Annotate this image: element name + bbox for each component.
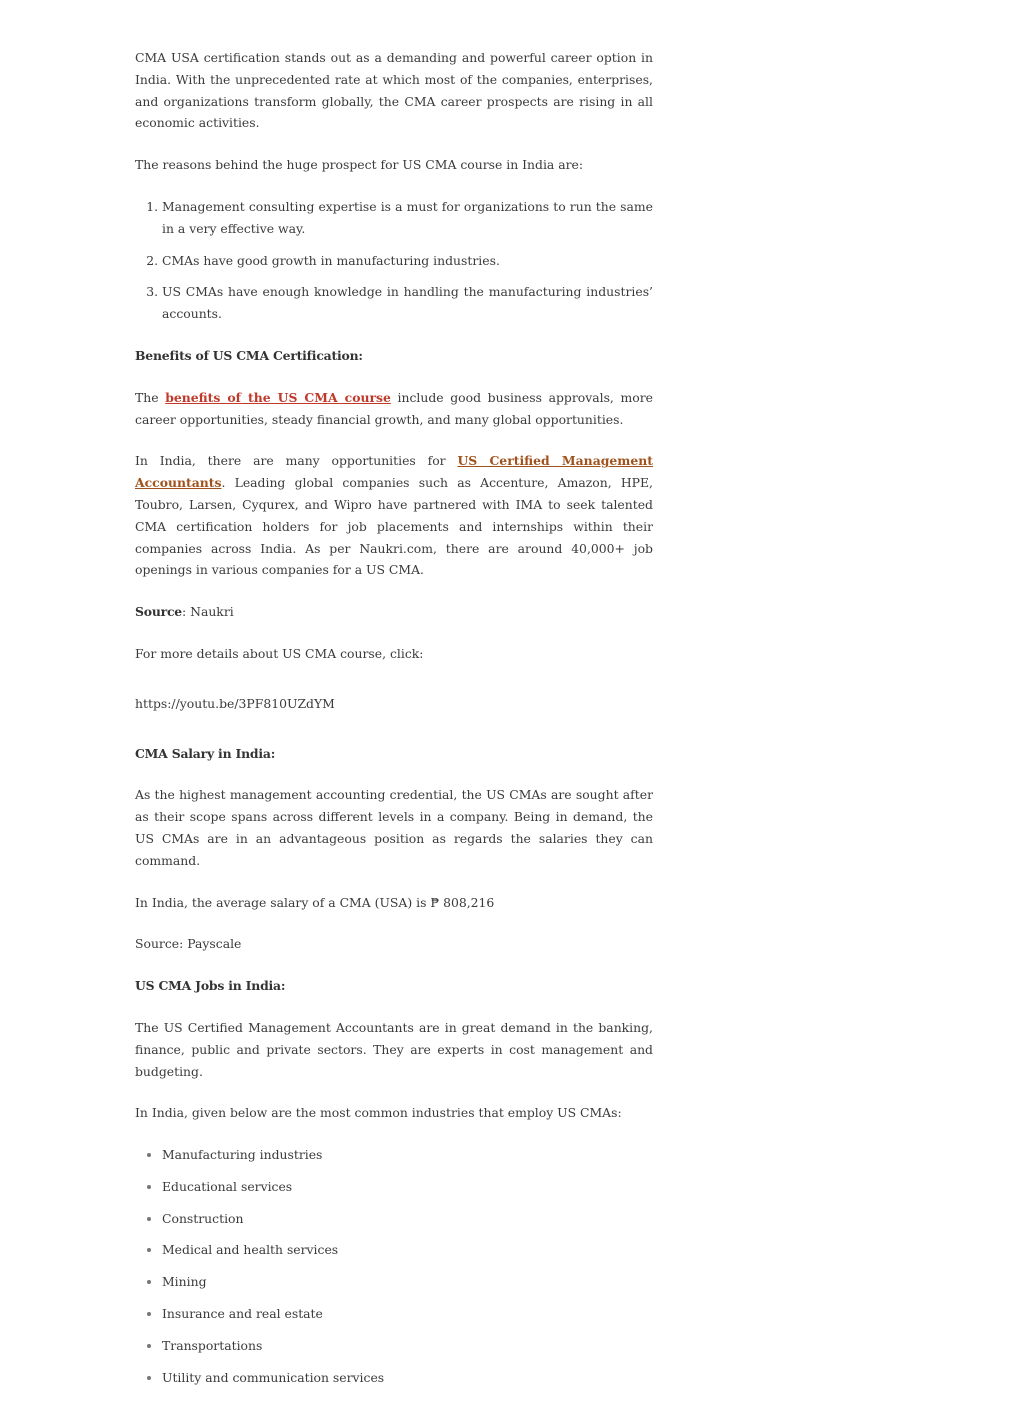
benefits-paragraph (135, 387, 653, 431)
salary-paragraph: As the highest management accounting credential, the US CMAs are sought after as their scope spans across different levels in a company. Being in demand, the US CMAs are in an advantageous position as regards the salaries they can command. (135, 787, 653, 868)
industries-intro: In India, given below are the most common industries that employ US CMAs: (135, 1105, 622, 1121)
jobs-paragraph: The US Certified Management Accountants are in great demand in the banking, finance, public and private sectors. They are experts in cost management and budgeting. (135, 1019, 653, 1079)
cma-accountants-link[interactable]: US Certified Management Accountants (135, 453, 653, 491)
list-item: • Utility and communication services (162, 1367, 653, 1389)
list-item: 2. CMAs have good growth in manufacturing industries. (162, 250, 653, 272)
reasons-intro: The reasons behind the huge prospect for US CMA course in India are: (135, 157, 584, 173)
salary-average: In India, the average salary of a CMA (USA) is ₱ 808,216 (135, 894, 495, 910)
list-item: 3. US CMAs have enough knowledge in handling the manufacturing industries’ accounts. (162, 281, 653, 325)
opportunities-paragraph (135, 450, 653, 581)
video-url[interactable]: https://youtu.be/3PF810UZdYM (135, 695, 335, 711)
article-body (135, 47, 653, 1408)
benefits-heading: Benefits of US CMA Certification: (135, 347, 363, 363)
list-item: • Transportations (162, 1335, 653, 1357)
source-label: Source (135, 604, 182, 620)
source-naukri (135, 601, 653, 623)
salary-source: Source: Payscale (135, 936, 242, 952)
industries-list (135, 1144, 653, 1388)
list-item: • Insurance and real estate (162, 1303, 653, 1325)
reasons-list (135, 196, 653, 325)
intro-paragraph: CMA USA certification stands out as a demanding and powerful career option in India. With the unprecedented rate at which most of the companies, enterprises, and organizations transform globally, the CMA career prospects are rising in all economic activities. (135, 50, 653, 131)
list-item: • Construction (162, 1208, 653, 1230)
list-item: • Educational services (162, 1176, 653, 1198)
more-details-text: For more details about US CMA course, click: (135, 645, 424, 661)
list-item: • Manufacturing industries (162, 1144, 653, 1166)
jobs-heading: US CMA Jobs in India: (135, 978, 286, 994)
list-item: • Medical and health services (162, 1239, 653, 1261)
salary-heading: CMA Salary in India: (135, 745, 276, 761)
opportunities-post: . Leading global companies such as Accenture, Amazon, HPE, Toubro, Larsen, Cyqurex, and Wipro have partnered with IMA to seek talented CMA certification holders for job placements and internships within their companies across India. As per Naukri.com, there are around 40,000+ job openings in various companies for a US CMA. (135, 475, 653, 578)
opportunities-pre: In India, there are many opportunities for (135, 453, 446, 469)
benefits-link[interactable]: benefits of the US CMA course (165, 389, 391, 405)
source-value: : Naukri (181, 604, 234, 620)
list-item: • Mining (162, 1271, 653, 1293)
list-item: 1. Management consulting expertise is a must for organizations to run the same in a very effective way. (162, 196, 653, 240)
benefits-post: include good business approvals, more career opportunities, steady financial growth, and many global opportunities. (135, 389, 653, 427)
benefits-pre: The (135, 389, 159, 405)
